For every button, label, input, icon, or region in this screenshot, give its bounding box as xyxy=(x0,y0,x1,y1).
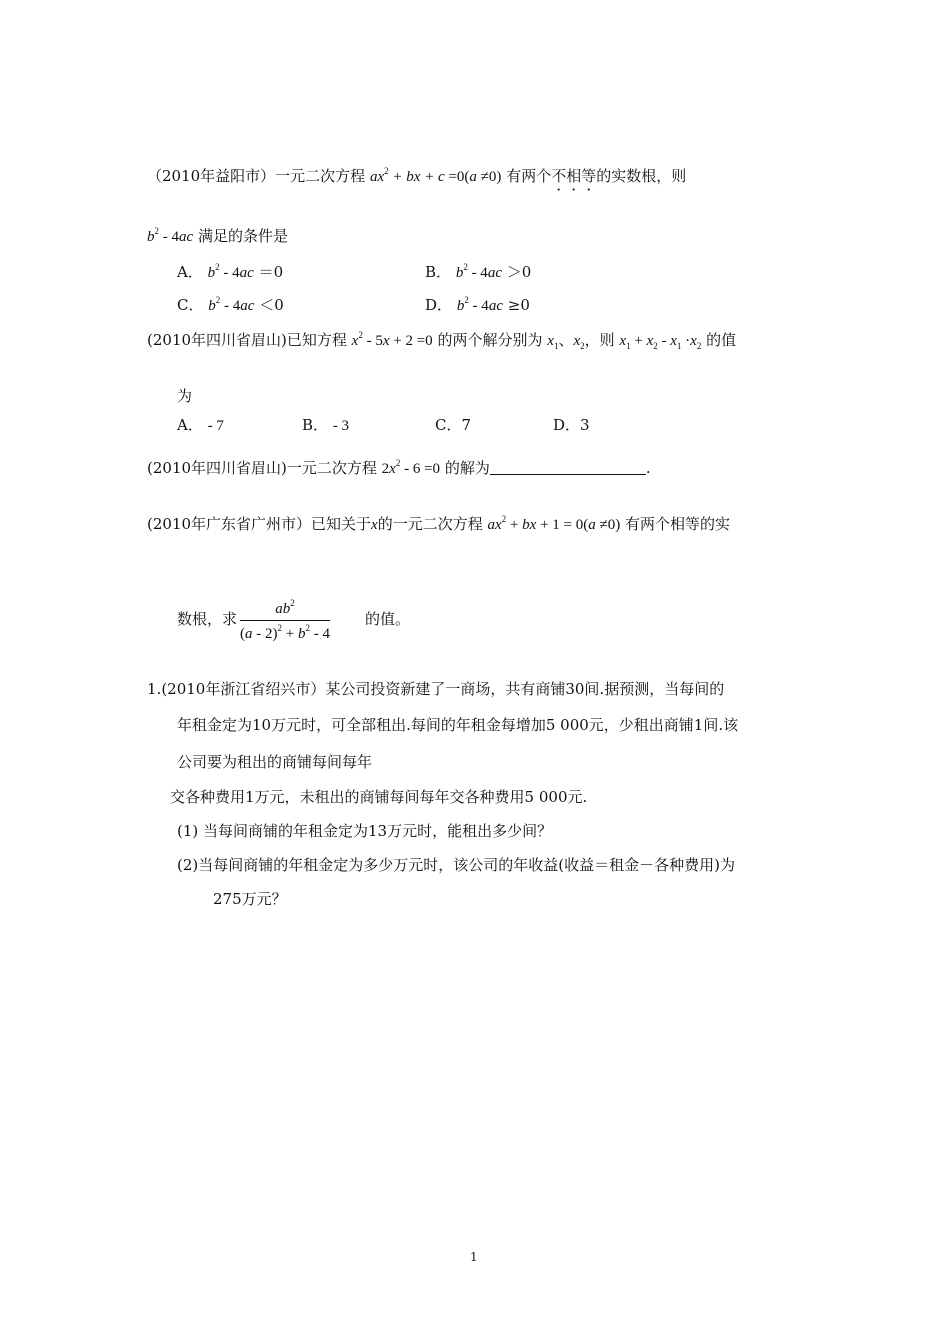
q1-equation: $ax^2$ + bx + c =0(a ≠0) xyxy=(369,166,502,185)
q2-equation: $x^2 - 5x + 2 =0$ xyxy=(351,330,433,349)
q2-option-b xyxy=(302,414,349,437)
q1-discriminant: $b^2 - 4ac$ xyxy=(147,226,194,245)
q1-option-a-label: A． xyxy=(177,263,203,281)
q1-tail-post: 的实数根，则 xyxy=(596,167,687,185)
q2-lead: (2010年四川省眉山)已知方程 xyxy=(147,331,347,349)
q4-equation: $ax^2$ + bx + 1 = 0(a ≠0) xyxy=(487,514,621,533)
q1-emphasis-1: 不 xyxy=(551,167,567,185)
q2-mid: 的两个解分别为 xyxy=(437,331,543,349)
q2-line2: 为 xyxy=(177,387,193,405)
q2-sep: 、 xyxy=(558,331,574,349)
q1-option-d-rel: ≥0 xyxy=(507,296,530,314)
q4-variable: x xyxy=(371,517,378,533)
q1-line2-tail: 满足的条件是 xyxy=(197,227,288,245)
q2-tail: 的值 xyxy=(706,331,737,349)
q5-sub2-cont: 275万元？ xyxy=(213,890,287,908)
q1-emphasis-2: 相 xyxy=(566,167,582,185)
q1-emphasis-3: 等 xyxy=(581,167,597,185)
q2-root-x2: $x_2$ xyxy=(573,333,585,351)
q2-option-b-value: - 3 xyxy=(332,418,350,434)
q2-option-a xyxy=(177,414,224,437)
q1-option-a-expr: $b^2 - 4ac$ xyxy=(207,262,254,281)
q5-line1 xyxy=(147,678,724,700)
q5-line3: 公司要为租出的商铺每间每年 xyxy=(177,753,373,771)
q2-root-x1: $x_1$ xyxy=(547,333,559,351)
q2-option-b-label: B． xyxy=(302,416,329,434)
q5-number: 1. xyxy=(147,680,162,698)
q1-option-a xyxy=(177,256,283,284)
q1-option-b-rel: ＞0 xyxy=(506,263,532,281)
q2-option-a-label: A． xyxy=(177,416,203,434)
q1-option-d-expr: $b^2 - 4ac$ xyxy=(456,295,503,314)
q1-line1 xyxy=(147,160,686,188)
q3-tail: 的解为 xyxy=(444,459,490,477)
q1-option-b xyxy=(425,256,531,284)
q2-option-a-value: - 7 xyxy=(207,418,224,434)
q5-line2: 年租金定为10万元时，可全部租出.每间的年租金每增加5 000元，少租出商铺1间.该 xyxy=(177,716,739,734)
q4-line2-tail: 的值。 xyxy=(365,610,411,628)
q5-sub2: (2)当每间商铺的年租金定为多少万元时，该公司的年收益(收益＝租金－各种费用)为 xyxy=(177,856,735,874)
q4-lead: (2010年广东省广州市）已知关于 xyxy=(147,515,372,533)
q1-option-d-label: D． xyxy=(425,296,453,314)
q5-sub1: (1) 当每间商铺的年租金定为13万元时，能租出多少间？ xyxy=(177,822,553,840)
q1-lead: （2010年益阳市）一元二次方程 xyxy=(147,167,366,185)
q1-option-d xyxy=(425,289,530,317)
q1-option-b-label: B． xyxy=(425,263,452,281)
q2-line1 xyxy=(147,324,736,357)
q1-line2 xyxy=(147,220,288,248)
q5-line1-text: (2010年浙江省绍兴市）某公司投资新建了一商场，共有商铺30间.据预测，当每间的 xyxy=(161,680,725,698)
q3-answer-blank[interactable] xyxy=(490,458,646,475)
q2-expression: $x_1 + x_2 - x_1 \cdot x_2$ xyxy=(619,333,702,351)
q1-option-c-label: C． xyxy=(177,296,204,314)
q3-equation: $2x^2 - 6 =0$ xyxy=(381,458,441,477)
q4-tail: 有两个相等的实 xyxy=(625,515,731,533)
q4-line1 xyxy=(147,508,730,536)
q1-option-c-rel: ＜0 xyxy=(259,296,284,314)
q5-line4: 交各种费用1万元，未租出的商铺每间每年交各种费用5 000元. xyxy=(170,788,588,806)
q2-mid2: ，则 xyxy=(584,331,615,349)
q1-option-c-expr: $b^2 - 4ac$ xyxy=(208,295,255,314)
q1-tail-pre: 有两个 xyxy=(506,167,552,185)
q2-option-c: C．7 xyxy=(435,416,472,434)
q4-fraction-denominator: $(a - 2)^2 + b^2 - 4$ xyxy=(240,623,330,642)
q3-line xyxy=(147,452,651,480)
q4-fraction-numerator: $ab^2$ xyxy=(240,598,330,621)
q2-option-d: D．3 xyxy=(553,416,590,434)
q3-end: . xyxy=(645,459,651,477)
q1-option-a-rel: ＝0 xyxy=(258,263,284,281)
page-number: 1 xyxy=(470,1250,478,1264)
q4-mid: 的一元二次方程 xyxy=(377,515,483,533)
q4-line2-lead: 数根，求 xyxy=(177,610,238,628)
q3-lead: (2010年四川省眉山)一元二次方程 xyxy=(147,459,377,477)
q1-option-c xyxy=(177,289,284,317)
q4-fraction xyxy=(240,598,330,643)
q1-option-b-expr: $b^2 - 4ac$ xyxy=(455,262,502,281)
